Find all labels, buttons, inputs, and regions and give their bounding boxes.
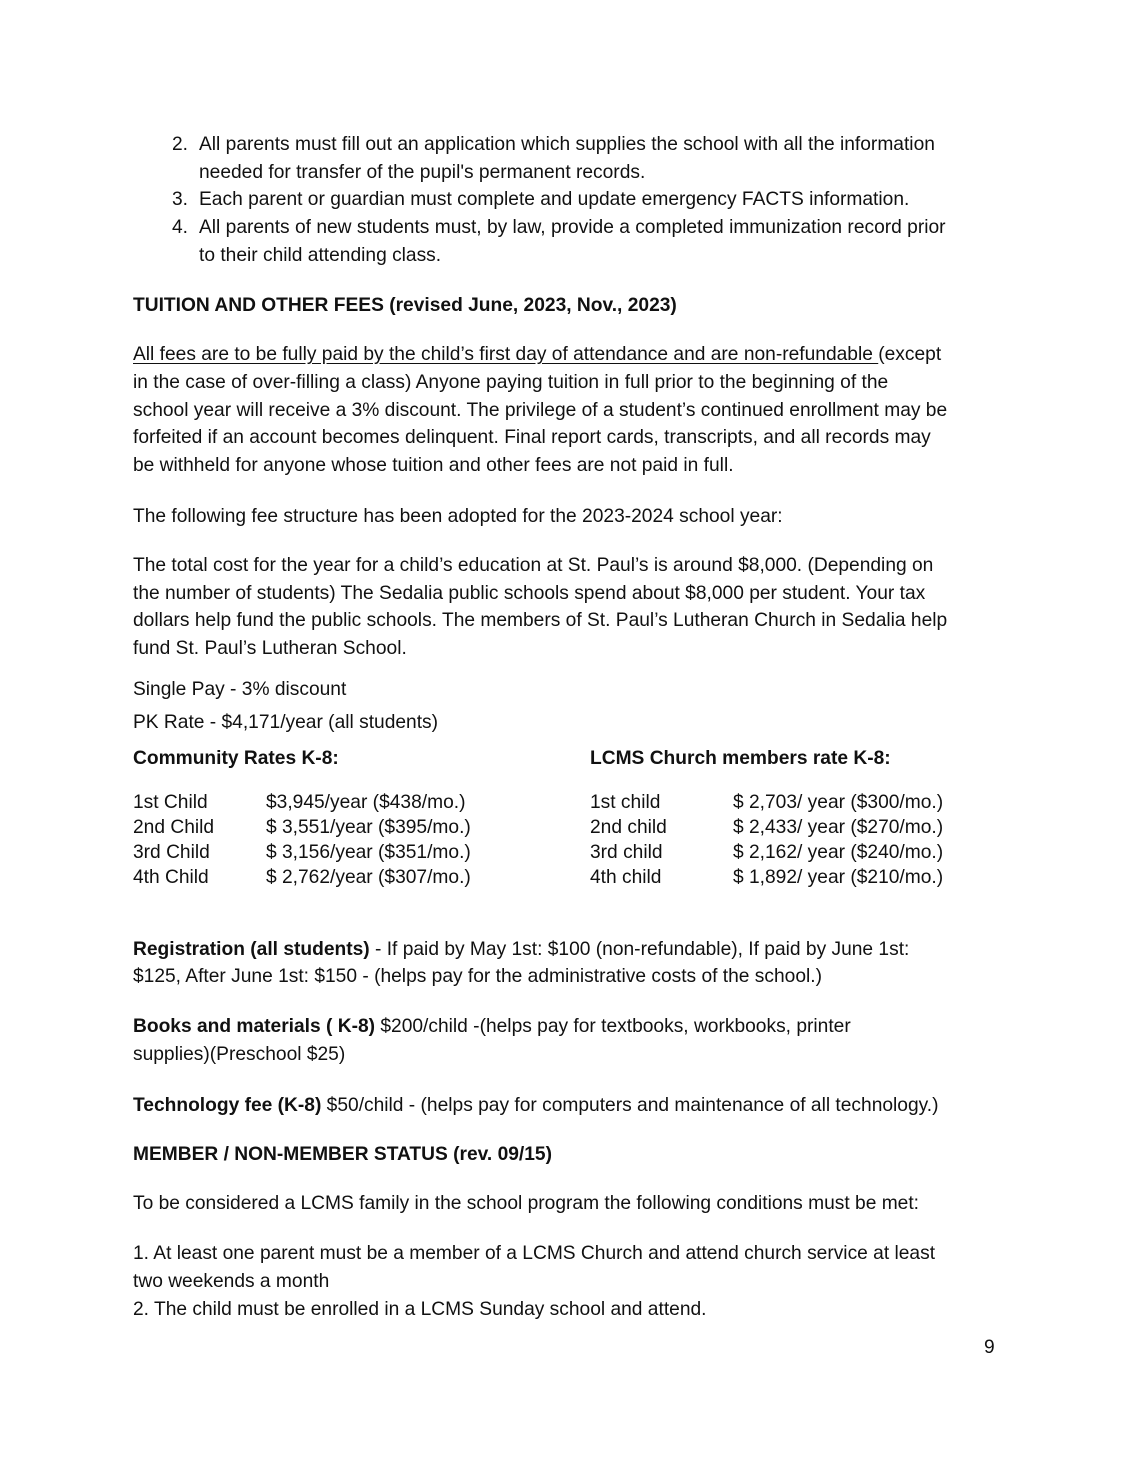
rate-amount: $ 1,892/ year ($210/mo.)	[733, 867, 944, 888]
list-number: 2.	[171, 134, 188, 155]
member-status-heading: MEMBER / NON-MEMBER STATUS (rev. 09/15)	[133, 1144, 552, 1165]
rate-label: 4th child	[590, 867, 662, 888]
fees-policy-text: (except	[878, 344, 942, 365]
list-item-text: to their child attending class.	[199, 245, 442, 266]
list-item-text: All parents must fill out an application which supplies the school with all the information	[199, 134, 935, 155]
single-pay-text: Single Pay - 3% discount	[133, 679, 347, 700]
rate-amount: $ 2,703/ year ($300/mo.)	[733, 792, 944, 813]
list-item-text: Each parent or guardian must complete and update emergency FACTS information.	[199, 189, 910, 210]
member-condition-line: two weekends a month	[133, 1271, 330, 1292]
books-line	[133, 1013, 851, 1041]
community-rates-heading: Community Rates K-8:	[133, 748, 339, 769]
fees-policy-underlined: All fees are to be fully paid by the child’s first day of attendance and are non-refundable	[133, 344, 879, 365]
tuition-heading: TUITION AND OTHER FEES (revised June, 2023, Nov., 2023)	[133, 295, 677, 316]
list-number: 3.	[171, 189, 188, 210]
rate-label: 3rd Child	[133, 842, 210, 863]
list-item-text: All parents of new students must, by law, provide a completed immunization record prior	[199, 217, 946, 238]
cost-paragraph-line: The total cost for the year for a child’s education at St. Paul’s is around $8,000. (Depending on	[133, 555, 934, 576]
tuition-paragraph-line: in the case of over-filling a class) Anyone paying tuition in full prior to the beginning of the	[133, 372, 889, 393]
lcms-rates-heading: LCMS Church members rate K-8:	[590, 748, 891, 769]
tuition-paragraph-line	[133, 341, 941, 369]
fee-structure-intro: The following fee structure has been adopted for the 2023-2024 school year:	[133, 506, 783, 527]
rate-amount: $ 2,762/year ($307/mo.)	[266, 867, 471, 888]
technology-text: $50/child - (helps pay for computers and maintenance of all technology.)	[321, 1095, 939, 1116]
tuition-paragraph-line: school year will receive a 3% discount. The privilege of a student’s continued enrollment may be	[133, 400, 948, 421]
rate-label: 4th Child	[133, 867, 209, 888]
tuition-paragraph-line: forfeited if an account becomes delinquent. Final report cards, transcripts, and all records may	[133, 427, 931, 448]
tuition-paragraph-line: be withheld for anyone whose tuition and other fees are not paid in full.	[133, 455, 734, 476]
rate-amount: $3,945/year ($438/mo.)	[266, 792, 466, 813]
registration-label: Registration (all students)	[133, 939, 370, 960]
technology-label: Technology fee (K-8)	[133, 1095, 322, 1116]
member-condition-line: 1. At least one parent must be a member of a LCMS Church and attend church service at least	[133, 1243, 936, 1264]
books-text: $200/child -(helps pay for textbooks, workbooks, printer	[375, 1016, 851, 1037]
rate-label: 1st child	[590, 792, 661, 813]
rate-label: 2nd child	[590, 817, 667, 838]
cost-paragraph-line: dollars help fund the public schools. The members of St. Paul’s Lutheran Church in Sedalia help	[133, 610, 948, 631]
list-number: 4.	[171, 217, 188, 238]
member-condition-line: 2. The child must be enrolled in a LCMS Sunday school and attend.	[133, 1299, 707, 1320]
registration-line	[133, 936, 909, 964]
rate-amount: $ 2,162/ year ($240/mo.)	[733, 842, 944, 863]
page-number: 9	[984, 1337, 995, 1358]
rate-label: 1st Child	[133, 792, 208, 813]
rate-amount: $ 2,433/ year ($270/mo.)	[733, 817, 944, 838]
member-status-intro: To be considered a LCMS family in the school program the following conditions must be met:	[133, 1193, 920, 1214]
technology-line	[133, 1092, 939, 1120]
registration-line: $125, After June 1st: $150 - (helps pay for the administrative costs of the school.)	[133, 966, 822, 987]
books-line: supplies)(Preschool $25)	[133, 1044, 346, 1065]
books-label: Books and materials ( K-8)	[133, 1016, 376, 1037]
rate-label: 2nd Child	[133, 817, 215, 838]
rate-label: 3rd child	[590, 842, 663, 863]
registration-text: - If paid by May 1st: $100 (non-refundable), If paid by June 1st:	[369, 939, 910, 960]
cost-paragraph-line: the number of students) The Sedalia public schools spend about $8,000 per student. Your tax	[133, 583, 926, 604]
rate-amount: $ 3,551/year ($395/mo.)	[266, 817, 471, 838]
cost-paragraph-line: fund St. Paul’s Lutheran School.	[133, 638, 407, 659]
rate-amount: $ 3,156/year ($351/mo.)	[266, 842, 471, 863]
pk-rate-text: PK Rate - $4,171/year (all students)	[133, 712, 439, 733]
list-item-text: needed for transfer of the pupil's permanent records.	[199, 162, 646, 183]
